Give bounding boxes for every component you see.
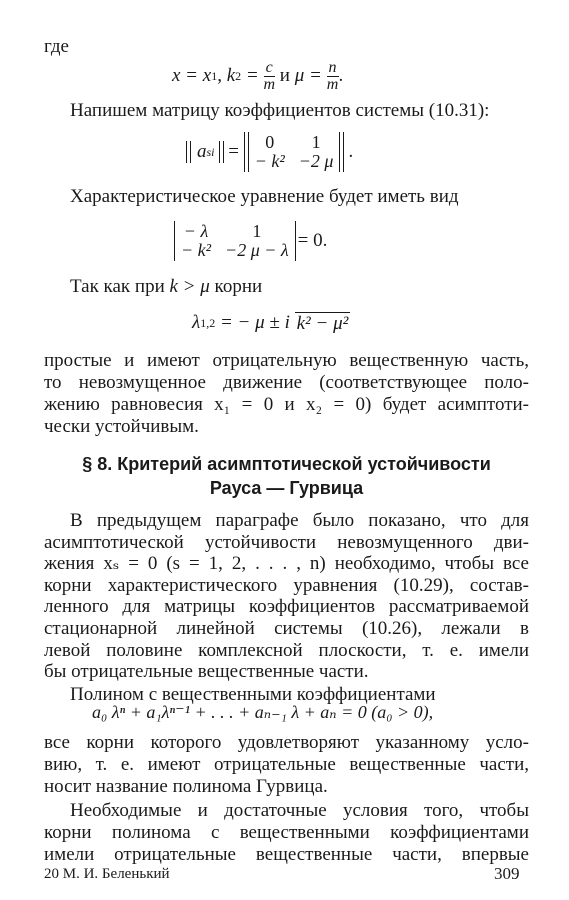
paragraph-line: корни полинома с вещественными коэффициентами (44, 822, 529, 843)
roots-rhs: = − μ ± i (215, 312, 295, 333)
formula1-end: . (338, 65, 344, 86)
condition-prefix: Так как при (70, 276, 170, 297)
paragraph-line: Напишем матрицу коэффициентов системы (10.31): (70, 100, 490, 121)
formula1-x: x = x (172, 65, 212, 86)
section-heading-line2: Рауса — Гурвица (209, 478, 364, 498)
paragraph-line: бы отрицательные вещественные части. (44, 661, 369, 683)
condition-suffix: корни (209, 276, 263, 297)
condition-expr: k > μ (169, 276, 210, 297)
formula1-frac-n-m (327, 60, 339, 93)
paragraph-roots-condition (70, 276, 262, 298)
matrix-bar-right (339, 132, 344, 172)
paragraph-line: ленного для матрицы коэффициентов рассматриваемой (44, 596, 529, 618)
paragraph-line: чески устойчивым. (44, 416, 199, 437)
paragraph-line: стационарной линейной системы (10.26), лежали в (44, 617, 529, 639)
matrix-cell: 1 (311, 132, 321, 152)
determinant-entries (181, 222, 289, 260)
paragraph-line: Необходимые и достаточные условия того, чтобы (70, 800, 529, 821)
matrix-lhs-sub: si (206, 144, 215, 159)
page-number: 309 (494, 864, 520, 883)
paragraph-matrix-intro (70, 100, 530, 122)
norm-bar-left (186, 141, 191, 163)
matrix-entries (255, 133, 334, 171)
intro-word: где (44, 36, 69, 57)
matrix-lhs: a (197, 141, 207, 162)
formula1-mu: μ = (294, 65, 327, 86)
formula1-frac2-num: n (328, 58, 337, 76)
paragraph-line: корни характеристического уравнения (10.29), состав- (44, 574, 529, 596)
formula1-frac-num: c (265, 58, 273, 76)
matrix-bar-left (244, 132, 249, 172)
paragraph-line: левой половине комплексной плоскости, т. е. имели (44, 639, 529, 661)
paragraph-line: носит название полинома Гурвица. (44, 776, 328, 797)
det-rhs: = 0. (297, 230, 328, 251)
formula-roots (192, 308, 350, 338)
formula1-frac-den: m (263, 75, 276, 93)
formula1-k: , k (217, 65, 236, 86)
paragraph-roots-conclusion (44, 350, 529, 438)
paragraph-line: жения xₛ = 0 (s = 1, 2, . . . , n) необходимо, чтобы все (44, 553, 529, 575)
paragraph-line: В предыдущем параграфе было показано, что для (70, 510, 529, 531)
paragraph-conditions (44, 800, 529, 866)
matrix-cell: 0 (265, 132, 275, 152)
formula-substitution (172, 58, 343, 94)
matrix-eq: = (223, 141, 244, 162)
footer-signature: 20 М. И. Беленький (44, 866, 170, 882)
formula1-x-sub: 1 (211, 68, 218, 83)
formula1-eq: = (241, 65, 264, 86)
formula-coefficient-matrix (186, 130, 353, 174)
paragraph-line: асимптотической устойчивости невозмущенного дви- (44, 531, 529, 553)
section-heading (44, 452, 529, 500)
paragraph-line: имели отрицательные вещественные части, впервые (44, 844, 529, 865)
matrix-cell: −2 μ (298, 151, 334, 171)
roots-lhs: λ (192, 312, 201, 333)
paragraph-characteristic (70, 186, 530, 208)
paragraph-line: Полином с вещественными коэффициентами (70, 684, 436, 705)
formula-hurwitz-polynomial: a₀ λⁿ + a₁λⁿ⁻¹ + . . . + aₙ₋₁ λ + aₙ = 0 (a₀ > 0), (92, 702, 434, 722)
roots-radicand: k² − μ² (296, 312, 349, 334)
section-heading-line1: § 8. Критерий асимптотической устойчивости (82, 454, 491, 474)
det-cell: − λ (183, 221, 209, 241)
paragraph-line: жению равновесия x₁ = 0 и x₂ = 0) будет асимптоти- (44, 394, 529, 415)
formula1-frac2-den: m (326, 75, 339, 93)
paragraph-line: простые и имеют отрицательную вещественную часть, (44, 350, 529, 371)
det-cell: 1 (252, 221, 262, 241)
paragraph-line: Характеристическое уравнение будет иметь вид (70, 186, 459, 207)
roots-lhs-sub: 1,2 (200, 315, 216, 330)
matrix-end: . (348, 141, 354, 162)
paragraph-previous-section (44, 510, 529, 683)
formula-determinant (172, 218, 327, 264)
matrix-cell: − k² (254, 151, 285, 171)
det-bar-right (295, 221, 296, 261)
paragraph-line: все корни которого удовлетворяют указанному усло- (44, 732, 529, 753)
paragraph-line: вию, т. е. имеют отрицательные вещественные части, (44, 754, 529, 775)
paragraph-line: то невозмущенное движение (соответствующее поло- (44, 372, 529, 393)
formula1-k-sup: 2 (235, 68, 242, 83)
det-bar-left (174, 221, 175, 261)
formula1-frac-c-m (263, 60, 275, 93)
paragraph-hurwitz-definition (44, 732, 529, 798)
det-cell: − k² (181, 240, 212, 260)
det-cell: −2 μ − λ (225, 240, 289, 260)
formula1-and: и (275, 65, 295, 86)
